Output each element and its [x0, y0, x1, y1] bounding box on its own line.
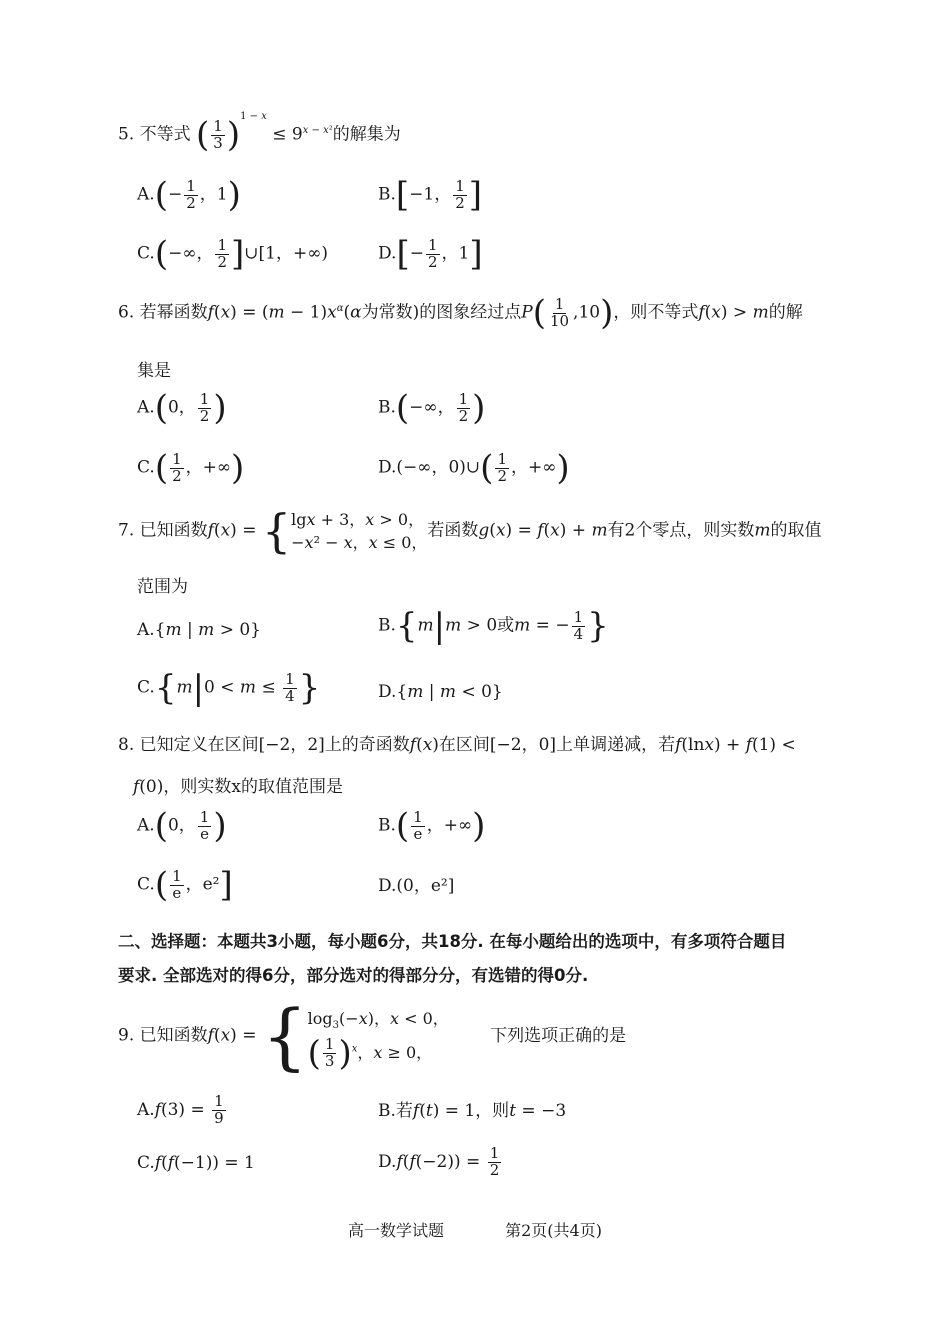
q6-option-d: D.(−∞，0)∪( $\frac{1}{2}$ ，+∞): [378, 448, 570, 488]
footer-subject: 高一数学试题: [348, 1221, 445, 1240]
q8-option-b: B.( $\frac{1}{e}$ ，+∞): [378, 806, 486, 846]
question-8-continuation: f(0)，则实数x的取值范围是: [133, 777, 343, 797]
q5-option-d: D.[− $\frac{1}{2}$ ，1]: [378, 234, 483, 274]
question-5-tail: 的解集为: [332, 124, 401, 145]
question-5: 5. 不等式 ( $\frac{1}{3}$ )$^{1 - x} \le 9^{x - x^2}$的解集为: [118, 110, 401, 155]
q7-option-b: B.{m|m > 0或m = − $\frac{1}{4}$ }: [378, 606, 609, 646]
page-footer: [0, 1218, 950, 1241]
footer-page-number: 第2页(共4页): [505, 1221, 602, 1240]
q6-option-a: A.(0， $\frac{1}{2}$ ): [137, 388, 227, 428]
q9-option-c: C.f(f(−1)) = 1: [137, 1153, 255, 1173]
question-6-continuation: 集是: [137, 361, 171, 381]
question-7: 7. 已知函数f(x) = { lgx + 3，x > 0， −x² − x，x ≤ 0， 若函数g(x) = f(x) + m有2个零点，则实数m的取值: [118, 504, 822, 559]
question-5-lead: 5. 不等式: [118, 124, 191, 145]
q6-option-b: B.(−∞， $\frac{1}{2}$ ): [378, 388, 486, 428]
q8-option-d: D.(0，e²]: [378, 876, 455, 896]
q7-option-c: C.{m|0 < m ≤ $\frac{1}{4}$ }: [137, 668, 321, 708]
q5-option-b: B.[−1， $\frac{1}{2}$ ]: [378, 175, 483, 215]
q9-option-d: D.f(f(−2)) = $\frac{1}{2}$: [378, 1144, 500, 1179]
q5-option-c: C.(−∞， $\frac{1}{2}$ ]∪[1，+∞): [137, 234, 329, 274]
q7-option-d: D.{m | m < 0}: [378, 682, 503, 702]
section-2-line-2: 要求. 全部选对的得6分，部分选对的得部分分，有选错的得0分.: [118, 966, 589, 985]
question-7-continuation: 范围为: [137, 577, 188, 597]
q7-option-a: A.{m | m > 0}: [137, 620, 261, 640]
q5-option-a: A.(− $\frac{1}{2}$ ，1): [137, 175, 241, 215]
section-2-line-1: 二、选择题：本题共3小题，每小题6分，共18分. 在每小题给出的选项中，有多项符合题目: [118, 932, 787, 951]
question-9-tail: 下列选项正确的是: [490, 1025, 627, 1046]
question-9: 9. 已知函数f(x) = { $\log_3(-x)$，x < 0， ( $\frac{1}{3}$ )$^x$，x ≥ 0， 下列选项正确的是: [118, 994, 627, 1078]
q9-option-a: A.f(3) = $\frac{1}{9}$: [137, 1092, 224, 1127]
q6-option-c: C.( $\frac{1}{2}$ ，+∞): [137, 448, 245, 488]
q9-option-b: B.若f(t) = 1，则t = −3: [378, 1101, 567, 1121]
q8-option-c: C.( $\frac{1}{e}$ ，e²]: [137, 865, 233, 905]
question-8: 8. 已知定义在区间[−2，2]上的奇函数f(x)在区间[−2，0]上单调递减，若f(lnx) + f(1) <: [118, 735, 796, 755]
question-6: 6. 若幂函数$f(x) = (m - 1)x^\alpha(\alpha$为常数)的图象经过点P( $\frac{1}{10}$ ,10)，则不等式f(x) > m的解: [118, 293, 803, 333]
q8-option-a: A.(0， $\frac{1}{e}$ ): [137, 806, 227, 846]
